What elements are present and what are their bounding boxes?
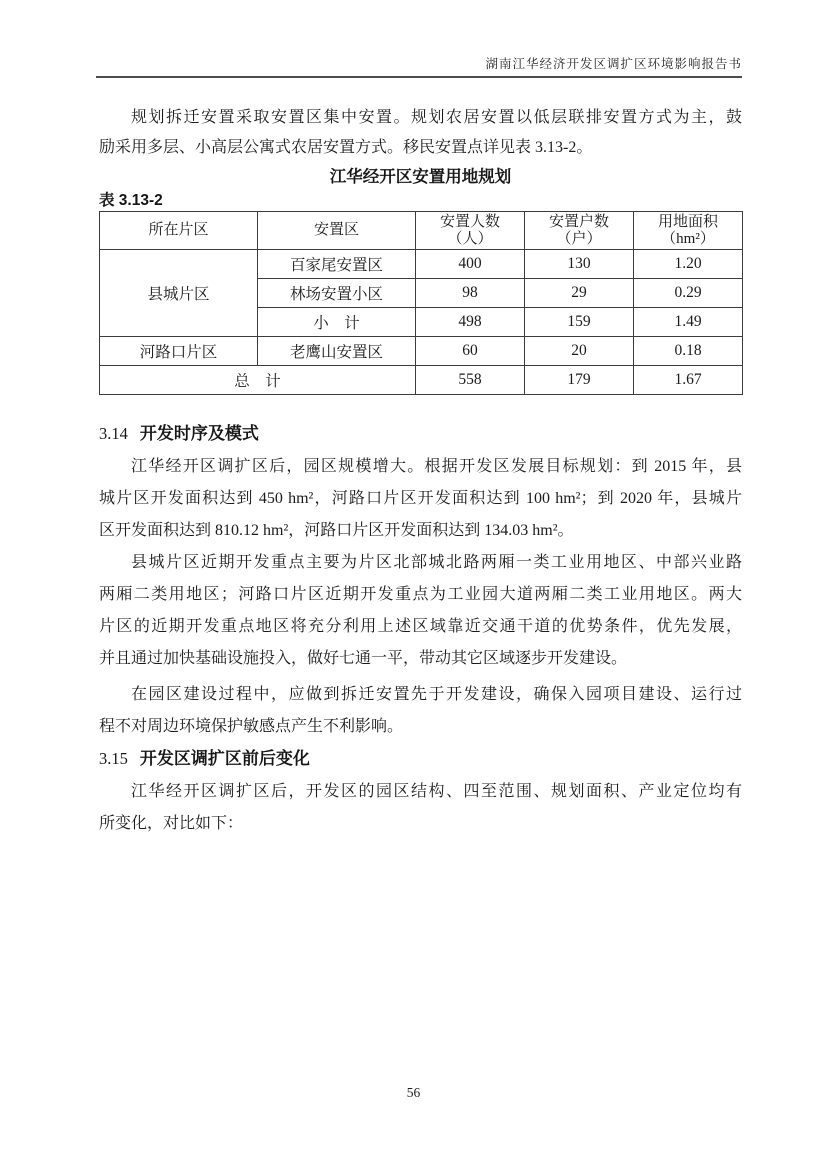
paragraph-line: 江华经开区调扩区后，开发区的园区结构、四至范围、规划面积、产业定位均有 bbox=[131, 783, 742, 800]
paragraph-line: 县城片区近期开发重点主要为片区北部城北路两厢一类工业用地区、中部兴业路 bbox=[131, 554, 742, 571]
table-header-row bbox=[100, 212, 743, 250]
col-header-main: 安置人数 bbox=[439, 213, 500, 230]
paragraph-line: 江华经开区调扩区后，园区规模增大。根据开发区发展目标规划：到 2015 年，县 bbox=[131, 458, 742, 475]
cell-area: 百家尾安置区 bbox=[258, 250, 416, 279]
section-title: 开发时序及模式 bbox=[139, 424, 259, 443]
table-title: 江华经开区安置用地规划 bbox=[329, 168, 512, 186]
header-rule bbox=[96, 76, 742, 78]
resettlement-land-table bbox=[99, 211, 743, 395]
page-header bbox=[97, 54, 742, 72]
s314-paragraph-3 bbox=[99, 679, 742, 743]
intro-paragraph bbox=[99, 103, 742, 163]
col-header-households bbox=[525, 212, 634, 250]
col-header-area: 安置区 bbox=[258, 212, 416, 250]
section-heading-315 bbox=[99, 743, 742, 776]
cell-district: 县城片区 bbox=[100, 250, 258, 337]
table-label: 表 3.13-2 bbox=[99, 192, 163, 209]
section-title: 开发区调扩区前后变化 bbox=[139, 749, 310, 768]
col-header-main: 安置户数 bbox=[548, 213, 609, 230]
section-number: 3.15 bbox=[99, 749, 128, 768]
col-header-land-area bbox=[634, 212, 743, 250]
paragraph-line: 区开发面积达到 810.12 hm²，河路口片区开发面积达到 134.03 hm²。 bbox=[99, 522, 574, 539]
cell-population: 98 bbox=[416, 279, 525, 308]
col-header-district: 所在片区 bbox=[100, 212, 258, 250]
s314-paragraph-1 bbox=[99, 451, 742, 547]
paragraph-line: 所变化，对比如下： bbox=[99, 815, 244, 832]
paragraph-line: 励采用多层、小高层公寓式农居安置方式。移民安置点详见表 3.13-2。 bbox=[99, 139, 593, 156]
page-number: 56 bbox=[406, 1085, 421, 1100]
cell-district: 河路口片区 bbox=[100, 337, 258, 366]
cell-area: 老鹰山安置区 bbox=[258, 337, 416, 366]
cell-households: 159 bbox=[525, 308, 634, 337]
cell-area: 林场安置小区 bbox=[258, 279, 416, 308]
s315-paragraph-1 bbox=[99, 776, 742, 840]
cell-population: 400 bbox=[416, 250, 525, 279]
cell-households: 20 bbox=[525, 337, 634, 366]
cell-population: 498 bbox=[416, 308, 525, 337]
section-number: 3.14 bbox=[99, 424, 128, 443]
paragraph-line: 片区的近期开发重点地区将充分利用上述区域靠近交通干道的优势条件，优先发展， bbox=[99, 618, 742, 635]
page-content bbox=[99, 100, 742, 840]
col-header-unit: （hm²） bbox=[661, 230, 715, 247]
paragraph-line: 并且通过加快基础设施投入，做好七通一平，带动其它区域逐步开发建设。 bbox=[99, 650, 628, 667]
report-title-header: 湖南江华经济开发区调扩区环境影响报告书 bbox=[485, 57, 742, 71]
cell-total-label: 总 计 bbox=[100, 366, 416, 395]
s314-paragraph-2 bbox=[99, 547, 742, 675]
table-row bbox=[100, 250, 743, 279]
table-row bbox=[100, 337, 743, 366]
cell-land-area: 0.18 bbox=[634, 337, 743, 366]
cell-land-area: 1.20 bbox=[634, 250, 743, 279]
cell-households: 179 bbox=[525, 366, 634, 395]
table-row-total bbox=[100, 366, 743, 395]
cell-population: 558 bbox=[416, 366, 525, 395]
col-header-population bbox=[416, 212, 525, 250]
section-heading-314 bbox=[99, 418, 742, 451]
cell-households: 130 bbox=[525, 250, 634, 279]
col-header-main: 用地面积 bbox=[657, 213, 718, 230]
cell-area: 小 计 bbox=[258, 308, 416, 337]
cell-households: 29 bbox=[525, 279, 634, 308]
paragraph-line: 规划拆迁安置采取安置区集中安置。规划农居安置以低层联排安置方式为主，鼓 bbox=[131, 109, 742, 126]
col-header-unit: （人） bbox=[447, 230, 493, 247]
paragraph-line: 两厢二类用地区；河路口片区近期开发重点为工业园大道两厢二类工业用地区。两大 bbox=[99, 586, 742, 603]
cell-land-area: 0.29 bbox=[634, 279, 743, 308]
cell-land-area: 1.67 bbox=[634, 366, 743, 395]
paragraph-line: 程不对周边环境保护敏感点产生不利影响。 bbox=[99, 718, 404, 735]
paragraph-line: 城片区开发面积达到 450 hm²，河路口片区开发面积达到 100 hm²；到 2020 年，县城片 bbox=[99, 490, 742, 507]
cell-land-area: 1.49 bbox=[634, 308, 743, 337]
cell-population: 60 bbox=[416, 337, 525, 366]
paragraph-line: 在园区建设过程中，应做到拆迁安置先于开发建设，确保入园项目建设、运行过 bbox=[131, 686, 742, 703]
col-header-unit: （户） bbox=[556, 230, 602, 247]
